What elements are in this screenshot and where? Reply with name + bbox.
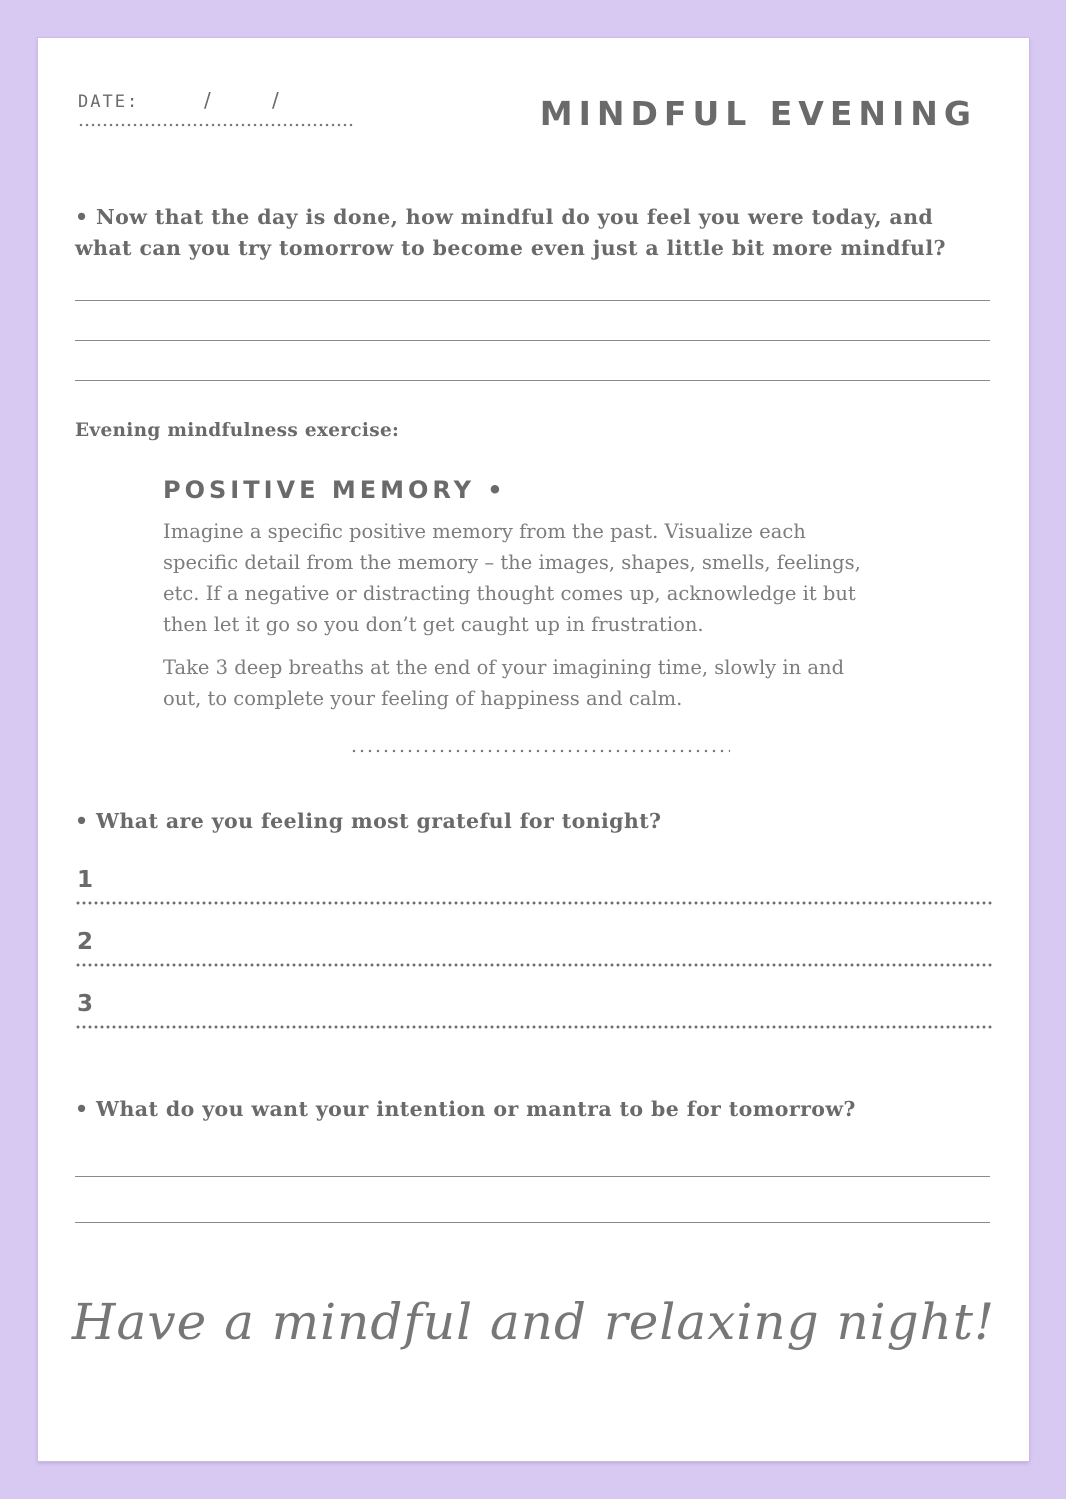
section-divider <box>350 749 730 753</box>
gratitude-line[interactable] <box>75 1025 993 1029</box>
date-separator: / <box>272 88 279 112</box>
answer-line[interactable] <box>75 300 990 301</box>
question-mindfulness: • Now that the day is done, how mindful do you feel you were today, and what can you try tomorrow to become even just a little bit more mindful? <box>75 205 946 260</box>
answer-line[interactable] <box>75 1176 990 1177</box>
question-intention: • What do you want your intention or mantra to be for tomorrow? <box>75 1097 856 1121</box>
gratitude-number: 1 <box>77 867 94 893</box>
gratitude-number: 2 <box>77 929 94 955</box>
exercise-label: Evening mindfulness exercise: <box>75 420 400 441</box>
exercise-paragraph: Take 3 deep breaths at the end of your imagining time, slowly in and out, to complete your feeling of happiness and calm. <box>163 656 845 710</box>
exercise-title: POSITIVE MEMORY • <box>163 476 507 504</box>
question-gratitude: • What are you feeling most grateful for tonight? <box>75 809 662 833</box>
gratitude-line[interactable] <box>75 901 993 905</box>
date-separator: / <box>204 88 211 112</box>
exercise-paragraph: Imagine a specific positive memory from the past. Visualize each specific detail from the memory – the images, shapes, smells, feelings, etc. If a negative or distracting thought comes up, acknowledge it but then let it go so you don’t get caught up in frustration. <box>163 520 861 636</box>
journal-page <box>38 38 1029 1461</box>
date-field-line[interactable] <box>78 123 355 127</box>
answer-line[interactable] <box>75 340 990 341</box>
date-label: DATE: <box>78 92 140 112</box>
answer-line[interactable] <box>75 380 990 381</box>
answer-line[interactable] <box>75 1222 990 1223</box>
closing-message: Have a mindful and relaxing night! <box>71 1293 996 1351</box>
page-title: MINDFUL EVENING <box>539 94 977 133</box>
gratitude-line[interactable] <box>75 963 993 967</box>
gratitude-number: 3 <box>77 991 94 1017</box>
